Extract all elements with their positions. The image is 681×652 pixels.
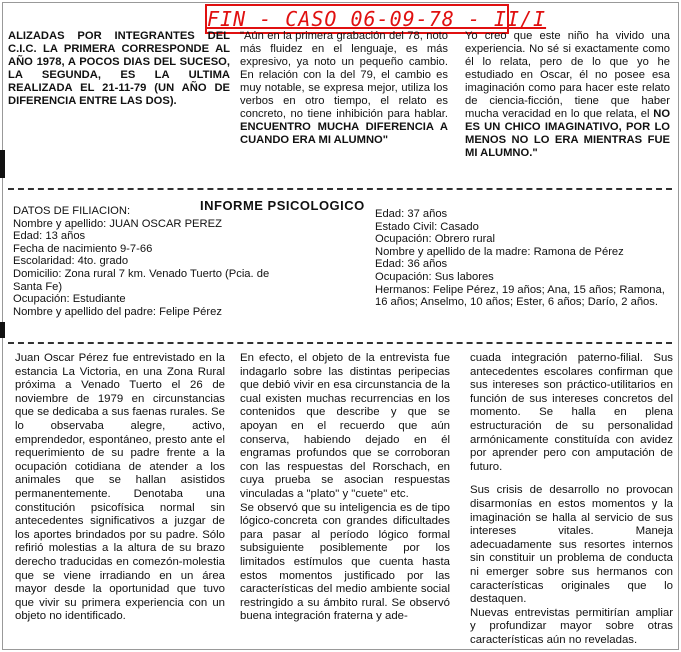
body-paragraph: Se observó que su inteligencia es de tipo lógico-concreta con grandes dificultades para pasar al período lógico formal subsiguiente posiblemente por los limitados estímulos que cuenta hasta estos momentos justificado por las características del medio ambiente social restringido a su ámbito rural. Se observó buena integración fraterna y ade- — [240, 501, 450, 623]
paragraph-gap — [470, 474, 673, 484]
teacher-quote-2-emphasis: NO ES UN CHICO IMAGINATIVO, POR LO MENOS NO LO ERA MIENTRAS FUE MI ALUMNO." — [465, 108, 671, 159]
filiation-line: Edad: 37 años — [375, 208, 448, 220]
filiation-line: Nombre y apellido de la madre: Ramona de Pérez — [375, 245, 624, 258]
filiation-line: Edad: 36 años — [375, 258, 448, 271]
body-paragraph: cuada integración paterno-filial. Sus antecedentes escolares confirman que sus intereses son práctico-utilitarios en función de sus intereses concretos del momento. Se halla en plena estructuración de su personalidad armónicamente constituída con avidez por aprender pero con amputación de futuro. — [470, 352, 673, 473]
body-paragraph: Nuevas entrevistas permitirían ampliar y profundizar mayor sobre otras características aún no reveladas. — [470, 606, 673, 646]
margin-mark — [0, 150, 5, 178]
filiation-left — [13, 205, 368, 318]
teacher-quote-text — [240, 30, 448, 147]
teacher-quote-2-text — [465, 30, 670, 160]
top-column-1-text: ALIZADAS POR INTEGRANTES DEL C.I.C. LA PRIMERA CORRESPONDE AL AÑO 1978, A POCOS DIAS DEL SUCESO, LA SEGUNDA, ES LA ULTIMA REALIZADA EL 21-11-79 (UN AÑO DE DIFERENCIA ENTRE LAS DOS). — [8, 30, 230, 107]
teacher-quote-emphasis: ENCUENTRO MUCHA DIFERENCIA A CUANDO ERA MI ALUMNO" — [240, 121, 448, 146]
filiation-line: Estado Civil: Casado — [375, 220, 479, 233]
informe-title: INFORME PSICOLOGICO — [200, 198, 365, 213]
body-column-3 — [470, 352, 673, 647]
filiation-line: Santa Fe) — [13, 280, 63, 293]
filiation-line: Domicilio: Zona rural 7 km. Venado Tuerto (Pcia. de — [13, 267, 270, 280]
filiation-line: Fecha de nacimiento 9-7-66 — [13, 242, 153, 255]
filiation-line: Escolaridad: 4to. grado — [13, 255, 129, 268]
filiation-line: DATOS DE FILIACION: — [13, 205, 131, 217]
filiation-line: Ocupación: Estudiante — [13, 293, 126, 306]
teacher-quote — [240, 30, 448, 147]
top-column-1 — [8, 30, 230, 108]
case-stamp: FIN - CASO 06-09-78 - II/I — [205, 4, 509, 34]
body-column-2 — [240, 352, 450, 624]
filiation-line: Ocupación: Obrero rural — [375, 233, 496, 246]
teacher-quote-part-a: "Aún en la primera grabación del 78, noto más fluidez en el lenguaje, es más expresivo, ya noto un pequeño cambio. En relación con la del 79, el cambio es muy notable, se expresa mejor, utiliza los verbos en otro tiempo, el relato es concreto, no tiene inhibición para hablar. — [240, 30, 448, 120]
filiation-line: Nombre y apellido del padre: Felipe Pérez — [13, 305, 222, 318]
teacher-quote-2 — [465, 30, 670, 160]
section-divider-bottom — [8, 342, 672, 344]
body-column-1 — [15, 352, 225, 624]
body-paragraph: En efecto, el objeto de la entrevista fue indagarlo sobre las distintas peripecias que debió vivir en esa circunstancia de la cual existen muchas recurrencias en los contenidos que describe y que se apoyan en el recuerdo que aún conserva, habiendo dejado en él engramas profundos que se corroboran con las respuestas del Rorschach, en cuya prueba se asocian respuestas vinculadas a "plato" y "cuete" etc. — [240, 352, 450, 500]
teacher-quote-2-part-a: Yo creo que este niño ha vivido una experiencia. No sé si exactamente como él lo relata, pero de lo que yo he estudiado en Oscar, él no posee esa imaginación como para hacer este relato de ciencia-ficción, tiene que haber mucha veracidad en lo que relata, el — [465, 30, 670, 120]
filiation-right — [375, 208, 673, 309]
section-divider-top — [8, 188, 672, 190]
filiation-line: Ocupación: Sus labores — [375, 270, 494, 283]
filiation-line: Nombre y apellido: JUAN OSCAR PEREZ — [13, 217, 222, 230]
body-paragraph: Juan Oscar Pérez fue entrevistado en la estancia La Victoria, en una Zona Rural próxima a Venado Tuerto el 26 de noviembre de 1979 en circunstancias que se dedicaba a sus faenas rurales. Se lo observaba alegre, activo, emprendedor, espontáneo, presto ante el requerimiento de su padre frente a la ocupación cotidiana de atender a los animales que se hallan asistidos permanentemente. Denotaba una constitución psicofísica normal sin antecedentes significativos a juzgar de los aportes brindados por su padre. Sólo refirió molestias a la altura de su brazo derecho traducidas en comezón-molestia que se viene irradiando en un área mayor desde la oportunidad que tuvo que vivir su primera experiencia con un objeto no identificado. — [15, 352, 225, 623]
filiation-line: Edad: 13 años — [13, 230, 86, 243]
body-paragraph: Sus crisis de desarrollo no provocan disarmonías en estos momentos y la imaginación se halla al servicio de sus intereses vitales. Maneja adecuadamente sus resortes internos sin constituir un problema de conducta ni emerger sobre sus hermanos con características originales que lo destaquen. — [470, 484, 673, 606]
margin-mark — [0, 322, 5, 338]
siblings-line: Hermanos: Felipe Pérez, 19 años; Ana, 15 años; Ramona, 16 años; Anselmo, 10 años; Ester, 6 años; Darío, 2 años. — [375, 283, 665, 309]
